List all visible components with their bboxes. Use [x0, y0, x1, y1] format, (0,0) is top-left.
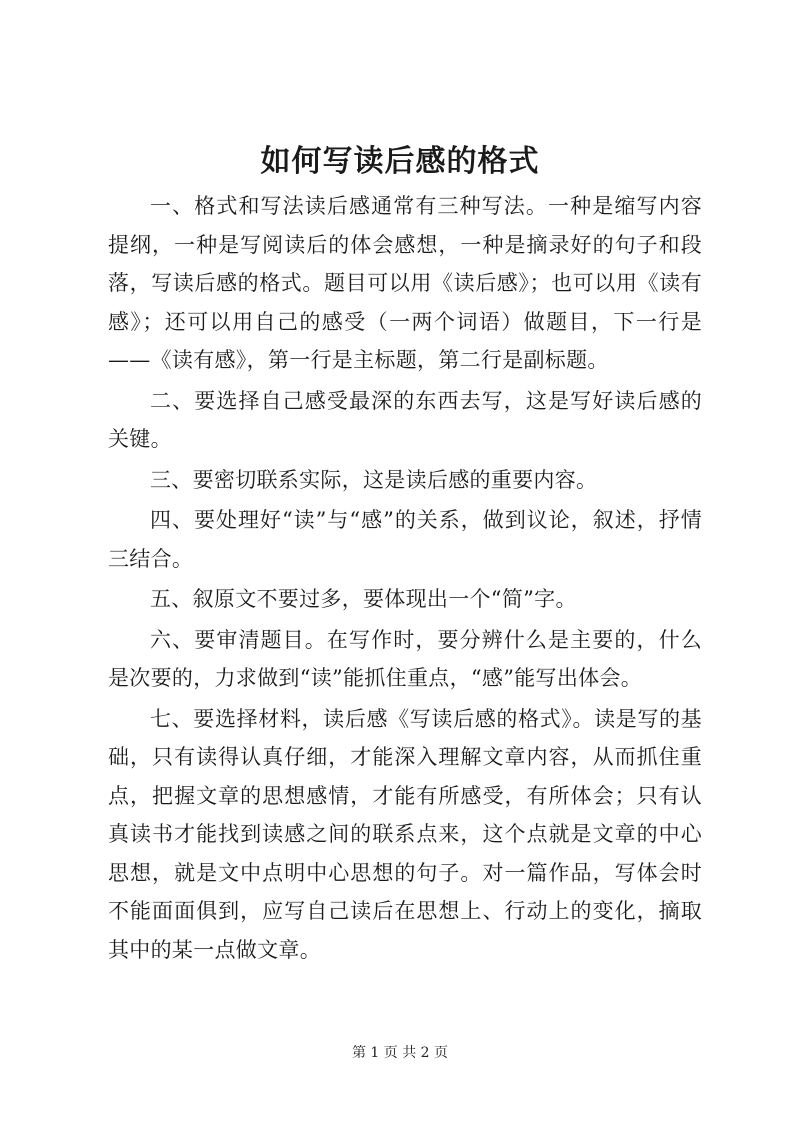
page-number-footer: 第 1 页 共 2 页: [351, 1045, 449, 1061]
document-body: [108, 187, 702, 971]
paragraph-3: 三、要密切联系实际，这是读后感的重要内容。: [150, 467, 598, 492]
paragraph-2: 二、要选择自己感受最深的东西去写，这是写好读后感的关键。: [108, 388, 702, 451]
paragraph-6: 六、要审清题目。在写作时，要分辨什么是主要的，什么是次要的，力求做到“读”能抓住重点，“感”能写出体会。: [108, 627, 702, 690]
paragraph-5: 五、叙原文不要过多，要体现出一个“简”字。: [150, 587, 577, 611]
paragraph-1: 一、格式和写法读后感通常有三种写法。一种是缩写内容提纲，一种是写阅读后的体会感想，一种是摘录好的句子和段落，写读后感的格式。题目可以用《读后感》；也可以用《读有感》；还可以用自己的感受（一两个词语）做题目，下一行是——《读有感》，第一行是主标题，第二行是副标题。: [108, 194, 702, 372]
page-title: 如何写读后感的格式: [260, 144, 540, 179]
paragraph-7: 七、要选择材料，读后感《写读后感的格式》。读是写的基础，只有读得认真仔细，才能深入理解文章内容，从而抓住重点，把握文章的思想感情，才能有所感受，有所体会；只有认真读书才能找到读感之间的联系点来，这个点就是文章的中心思想，就是文中点明中心思想的句子。对一篇作品，写体会时不能面面俱到，应写自己读后在思想上、行动上的变化，摘取其中的某一点做文章。: [108, 706, 702, 962]
paragraph-4: 四、要处理好“读”与“感”的关系，做到议论，叙述，抒情三结合。: [108, 508, 702, 571]
